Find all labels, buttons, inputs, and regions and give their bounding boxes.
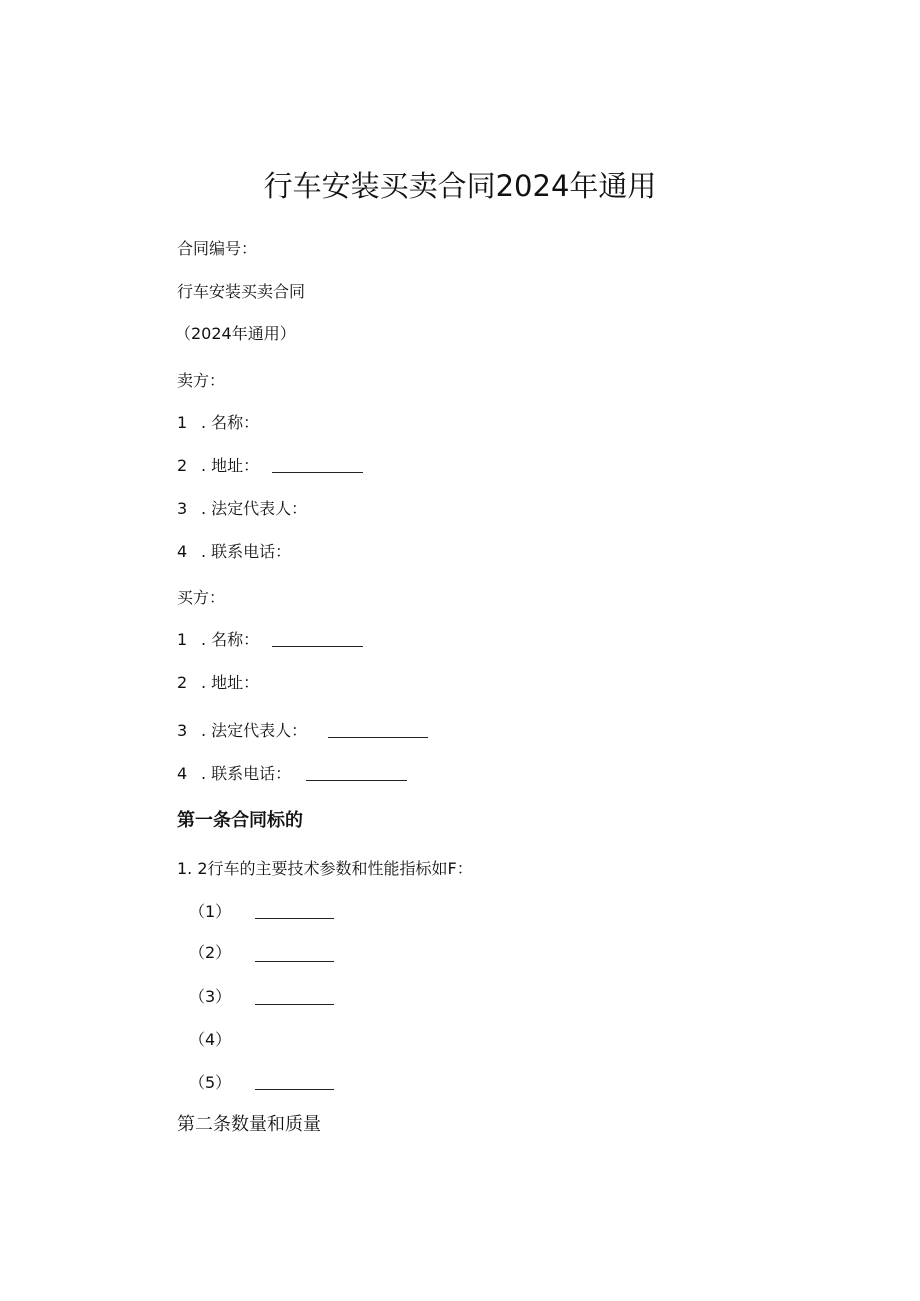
param-item-2-blank[interactable]: [255, 961, 334, 962]
subtitle-contract-name: 行车安装买卖合同: [177, 282, 306, 301]
field-number: 3: [177, 721, 188, 740]
buyer-field-name: [177, 629, 259, 651]
field-number: 1: [177, 413, 188, 432]
field-number: 1: [177, 630, 188, 649]
param-item-5-blank[interactable]: [255, 1089, 334, 1090]
subtitle-year: （2024年通用）: [175, 324, 296, 343]
article1-heading: 第一条合同标的: [177, 810, 303, 831]
document-title: 行车安装买卖合同2024年通用: [263, 169, 657, 203]
buyer-phone-blank[interactable]: [306, 780, 407, 781]
buyer-label: 买方：: [177, 588, 226, 607]
seller-label: 卖方：: [177, 371, 226, 390]
field-label: . 法定代表人：: [201, 721, 308, 740]
param-item-4: （4）: [189, 1030, 232, 1049]
field-number: 2: [177, 456, 188, 475]
article1-clause: 1. 2行车的主要技术参数和性能指标如F：: [177, 859, 473, 878]
seller-field-name: [177, 412, 259, 434]
field-label: . 法定代表人：: [201, 499, 308, 518]
field-number: 4: [177, 542, 188, 561]
field-label: . 名称：: [201, 630, 260, 649]
article2-heading: 第二条数量和质量: [177, 1114, 321, 1135]
field-number: 2: [177, 673, 188, 692]
field-label: . 联系电话：: [201, 764, 292, 783]
param-item-3-blank[interactable]: [255, 1004, 334, 1005]
field-label: . 地址：: [201, 673, 260, 692]
field-number: 3: [177, 499, 188, 518]
seller-address-blank[interactable]: [272, 472, 363, 473]
param-item-5: （5）: [189, 1073, 232, 1092]
buyer-name-blank[interactable]: [272, 646, 363, 647]
buyer-field-representative: [177, 720, 307, 742]
param-item-3: （3）: [189, 987, 232, 1006]
buyer-field-phone: [177, 763, 291, 785]
seller-field-phone: [177, 541, 291, 563]
field-label: . 地址：: [201, 456, 260, 475]
param-item-1: （1）: [189, 902, 232, 921]
contract-number-label: 合同编号：: [177, 239, 258, 258]
field-label: . 联系电话：: [201, 542, 292, 561]
buyer-field-address: [177, 672, 259, 694]
seller-field-address: [177, 455, 259, 477]
param-item-1-blank[interactable]: [255, 918, 334, 919]
field-label: . 名称：: [201, 413, 260, 432]
field-number: 4: [177, 764, 188, 783]
buyer-representative-blank[interactable]: [328, 737, 428, 738]
param-item-2: （2）: [189, 943, 232, 962]
seller-field-representative: [177, 498, 307, 520]
